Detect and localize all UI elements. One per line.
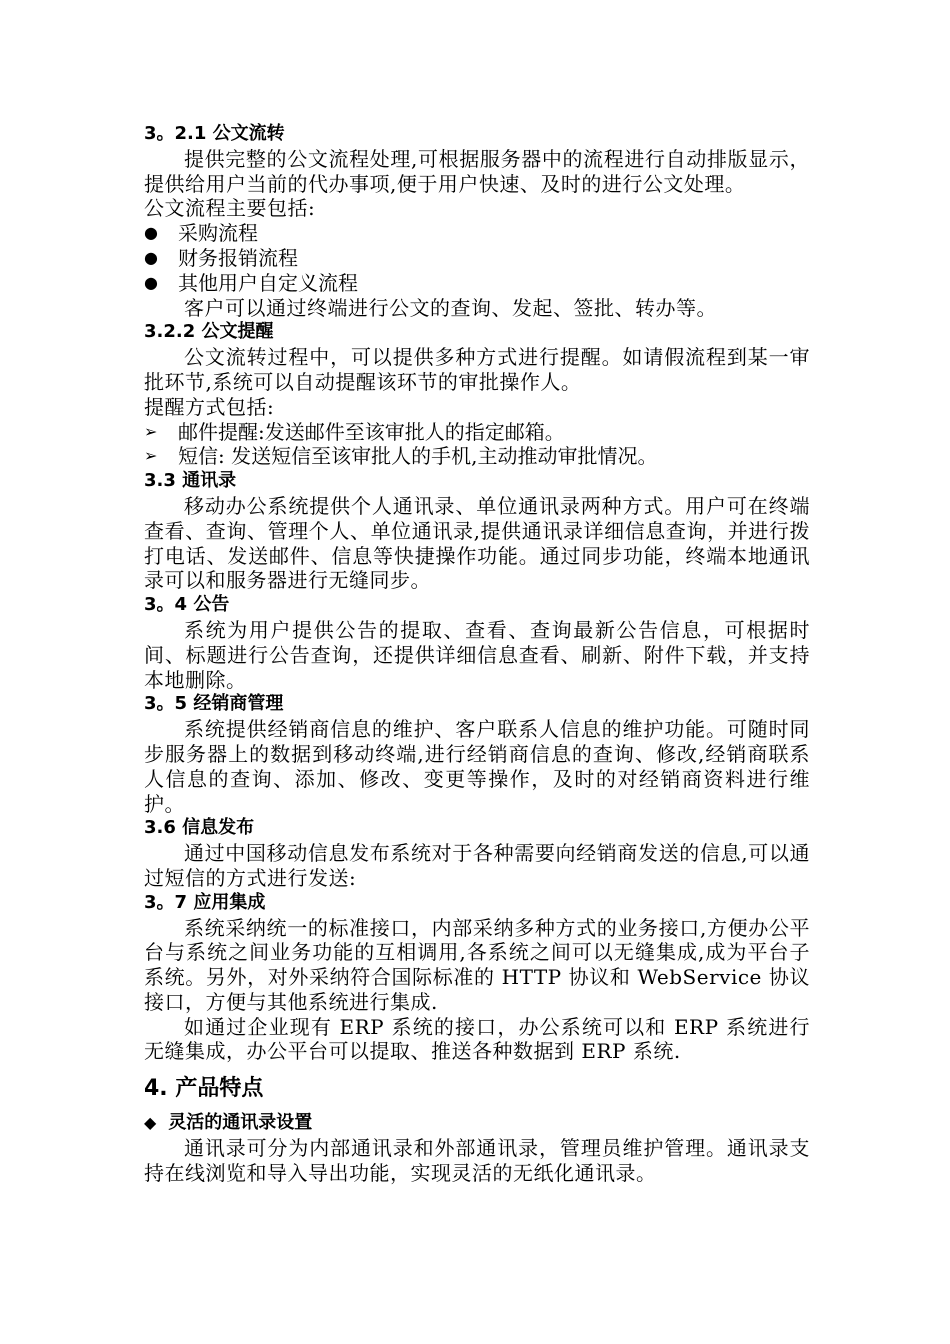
section-heading-3-2-1: 3。2.1 公文流转 — [144, 123, 285, 144]
paragraph: 系统为用户提供公告的提取、查看、查询最新公告信息，可根据时间、标题进行公告查询，还提供详细信息查看、刷新、附件下载，并支持本地删除。 — [144, 617, 810, 692]
bullet-icon: ● — [144, 272, 158, 292]
paragraph: 移动办公系统提供个人通讯录、单位通讯录两种方式。用户可在终端查看、查询、管理个人、单位通讯录,提供通讯录详细信息查询，并进行拨打电话、发送邮件、信息等快捷操作功能。通过同步功能，终端本地通讯录可以和服务器进行无缝同步。 — [144, 493, 810, 593]
document-page — [144, 122, 810, 1186]
paragraph: 提供完整的公文流程处理,可根据服务器中的流程进行自动排版显示，提供给用户当前的代办事项,便于用户快速、及时的进行公文处理。 — [144, 146, 810, 196]
section-heading-3-2-2: 3.2.2 公文提醒 — [144, 321, 274, 343]
paragraph: 公文流程主要包括: — [144, 196, 316, 221]
bullet-list — [144, 221, 810, 295]
paragraph: 客户可以通过终端进行公文的查询、发起、签批、转办等。 — [184, 295, 717, 320]
list-item — [144, 271, 810, 296]
arrow-icon: ➢ — [144, 446, 158, 466]
paragraph: 通过中国移动信息发布系统对于各种需要向经销商发送的信息,可以通过短信的方式进行发送: — [144, 841, 810, 890]
list-item — [144, 444, 810, 469]
paragraph: 公文流转过程中，可以提供多种方式进行提醒。如请假流程到某一审批环节,系统可以自动提醒该环节的审批操作人。 — [144, 345, 810, 394]
bullet-icon: ● — [144, 223, 158, 243]
bullet-icon: ● — [144, 247, 158, 267]
list-item-text: 邮件提醒:发送邮件至该审批人的指定邮箱。 — [178, 419, 565, 444]
arrow-icon: ➢ — [144, 421, 158, 441]
list-item-text: 采购流程 — [178, 221, 258, 246]
section-heading-4: 4. 产品特点 — [144, 1076, 264, 1102]
list-item — [144, 246, 810, 271]
list-item — [144, 221, 810, 246]
section-heading-3-3: 3.3 通讯录 — [144, 470, 237, 492]
list-item-text: 其他用户自定义流程 — [178, 270, 358, 295]
paragraph: 系统提供经销商信息的维护、客户联系人信息的维护功能。可随时同步服务器上的数据到移动终端,进行经销商信息的查询、修改,经销商联系人信息的查询、添加、修改、变更等操作，及时的对经销商资料进行维护。 — [144, 717, 810, 816]
paragraph: 如通过企业现有 ERP 系统的接口，办公系统可以和 ERP 系统进行无缝集成，办公平台可以提取、推送各种数据到 ERP 系统. — [144, 1014, 810, 1064]
diamond-icon: ◆ — [144, 1113, 157, 1133]
paragraph: 系统采纳统一的标准接口，内部采纳多种方式的业务接口,方便办公平台与系统之间业务功能的互相调用,各系统之间可以无缝集成,成为平台子系统。另外，对外采纳符合国际标准的 HTTP 协议和 WebService 协议接口，方便与其他系统进行集成. — [144, 915, 810, 1014]
list-item-text: 财务报销流程 — [178, 245, 298, 270]
paragraph: 通讯录可分为内部通讯录和外部通讯录，管理员维护管理。通讯录支持在线浏览和导入导出功能，实现灵活的无纸化通讯录。 — [144, 1136, 810, 1186]
arrow-list — [144, 420, 810, 470]
feature-heading-text: 灵活的通讯录设置 — [168, 1112, 313, 1134]
feature-heading — [144, 1110, 810, 1136]
section-heading-3-6: 3.6 信息发布 — [144, 817, 255, 839]
section-heading-3-7: 3。7 应用集成 — [144, 891, 266, 913]
section-heading-3-5: 3。5 经销商管理 — [144, 693, 284, 715]
paragraph: 提醒方式包括: — [144, 394, 275, 419]
list-item — [144, 420, 810, 445]
section-heading-3-4: 3。4 公告 — [144, 594, 230, 616]
list-item-text: 短信: 发送短信至该审批人的手机,主动推动审批情况。 — [178, 444, 658, 469]
